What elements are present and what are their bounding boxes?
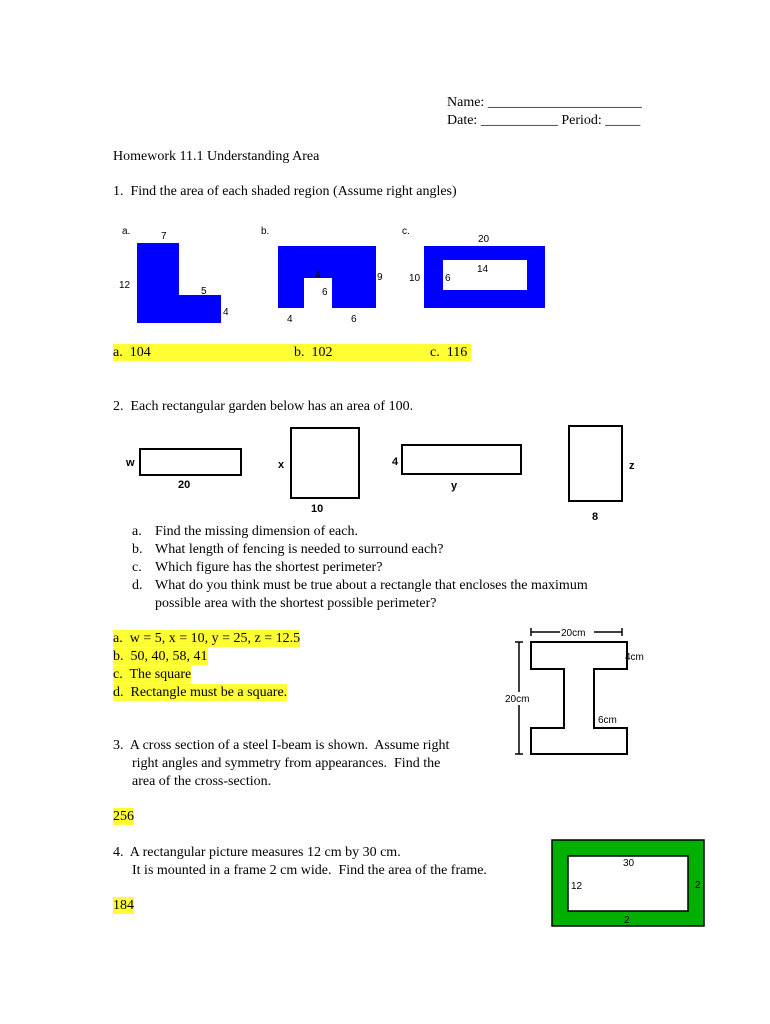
q2-part-c-label: c.: [132, 560, 142, 575]
q2-part-a: Find the missing dimension of each.: [155, 524, 358, 539]
fig-b-notch-w: 4: [315, 270, 321, 281]
page-title: Homework 11.1 Understanding Area: [113, 149, 320, 164]
q3-ibeam-figure: [503, 622, 653, 762]
q1-answer-b: b. 102: [294, 345, 333, 360]
frame-bottom: 2: [624, 915, 630, 926]
fig-b-shape: [278, 246, 376, 308]
q2-part-d-cont: possible area with the shortest possible perimeter?: [155, 596, 437, 611]
fig-a-letter: a.: [122, 226, 131, 237]
q2-answer-d: d. Rectangle must be a square.: [113, 685, 288, 700]
q3-line2: right angles and symmetry from appearances. Find the: [132, 756, 441, 771]
name-line: Name: ______________________: [447, 95, 642, 110]
q3-line1: 3. A cross section of a steel I-beam is shown. Assume right: [113, 738, 450, 753]
fig-c-inner-h: 6: [445, 273, 451, 284]
q3-answer: 256: [113, 809, 134, 824]
q1-answer-highlight: [113, 344, 471, 361]
q2-answer-b: b. 50, 40, 58, 41: [113, 649, 208, 664]
fig-w-len: 20: [178, 479, 191, 491]
dim-web: 6cm: [598, 715, 617, 726]
fig-z-label: z: [629, 460, 635, 472]
q2-figures: [120, 418, 640, 526]
ibeam-shape: [531, 642, 627, 754]
dim-height: 20cm: [505, 694, 530, 705]
q1-prompt: 1. Find the area of each shaded region (Assume right angles): [113, 184, 457, 199]
q1-answer-c: c. 116: [430, 345, 468, 360]
q1-figures: [113, 218, 563, 336]
fig-x-rect: [291, 428, 359, 498]
q3-line3: area of the cross-section.: [132, 774, 272, 789]
fig-w-rect: [140, 449, 241, 475]
q2-part-b-label: b.: [132, 542, 143, 557]
fig-a-top: 7: [161, 231, 167, 242]
fig-a-left: 12: [119, 280, 131, 291]
fig-z-len: 8: [592, 511, 599, 523]
fig-c-top: 20: [478, 234, 490, 245]
fig-w-label: w: [126, 457, 135, 469]
fig-b-br: 6: [351, 314, 357, 325]
fig-y-h: 4: [392, 456, 399, 468]
q2-part-c: Which figure has the shortest perimeter?: [155, 560, 383, 575]
q4-answer: 184: [113, 898, 134, 913]
fig-x-label: x: [278, 459, 285, 471]
q2-prompt: 2. Each rectangular garden below has an area of 100.: [113, 399, 414, 414]
q2-part-d: What do you think must be true about a rectangle that encloses the maximum: [155, 578, 588, 593]
fig-b-right: 9: [377, 272, 383, 283]
date-period-line: Date: ___________ Period: _____: [447, 113, 641, 128]
q2-answer-a: a. w = 5, x = 10, y = 25, z = 12.5: [113, 631, 301, 646]
fig-b-bl: 4: [287, 314, 293, 325]
q2-part-d-label: d.: [132, 578, 143, 593]
fig-a-bottom: 4: [223, 307, 229, 318]
q4-line2: It is mounted in a frame 2 cm wide. Find the area of the frame.: [132, 863, 487, 878]
fig-a-inner: 5: [201, 286, 207, 297]
fig-z-rect: [569, 426, 622, 501]
fig-b-letter: b.: [261, 226, 270, 237]
q4-line1: 4. A rectangular picture measures 12 cm by 30 cm.: [113, 845, 401, 860]
q2-part-a-label: a.: [132, 524, 142, 539]
fig-a-shape: [137, 243, 221, 323]
fig-y-rect: [402, 445, 521, 474]
fig-c-inner-w: 14: [477, 264, 489, 275]
dim-top: 20cm: [561, 628, 586, 639]
fig-c-left: 10: [409, 273, 421, 284]
fig-y-label: y: [451, 480, 458, 492]
frame-right: 2: [695, 880, 701, 891]
frame-top: 30: [623, 858, 635, 869]
q4-frame-figure: [550, 826, 710, 931]
fig-x-len: 10: [311, 503, 324, 515]
dim-flange: 4cm: [625, 652, 644, 663]
q1-answer-a: a. 104: [113, 345, 151, 360]
fig-b-notch-h: 6: [322, 287, 328, 298]
fig-c-letter: c.: [402, 226, 410, 237]
q2-part-b: What length of fencing is needed to surround each?: [155, 542, 444, 557]
fig-c-shape: [424, 246, 545, 308]
q2-answer-c: c. The square: [113, 667, 192, 682]
frame-left: 12: [571, 881, 583, 892]
